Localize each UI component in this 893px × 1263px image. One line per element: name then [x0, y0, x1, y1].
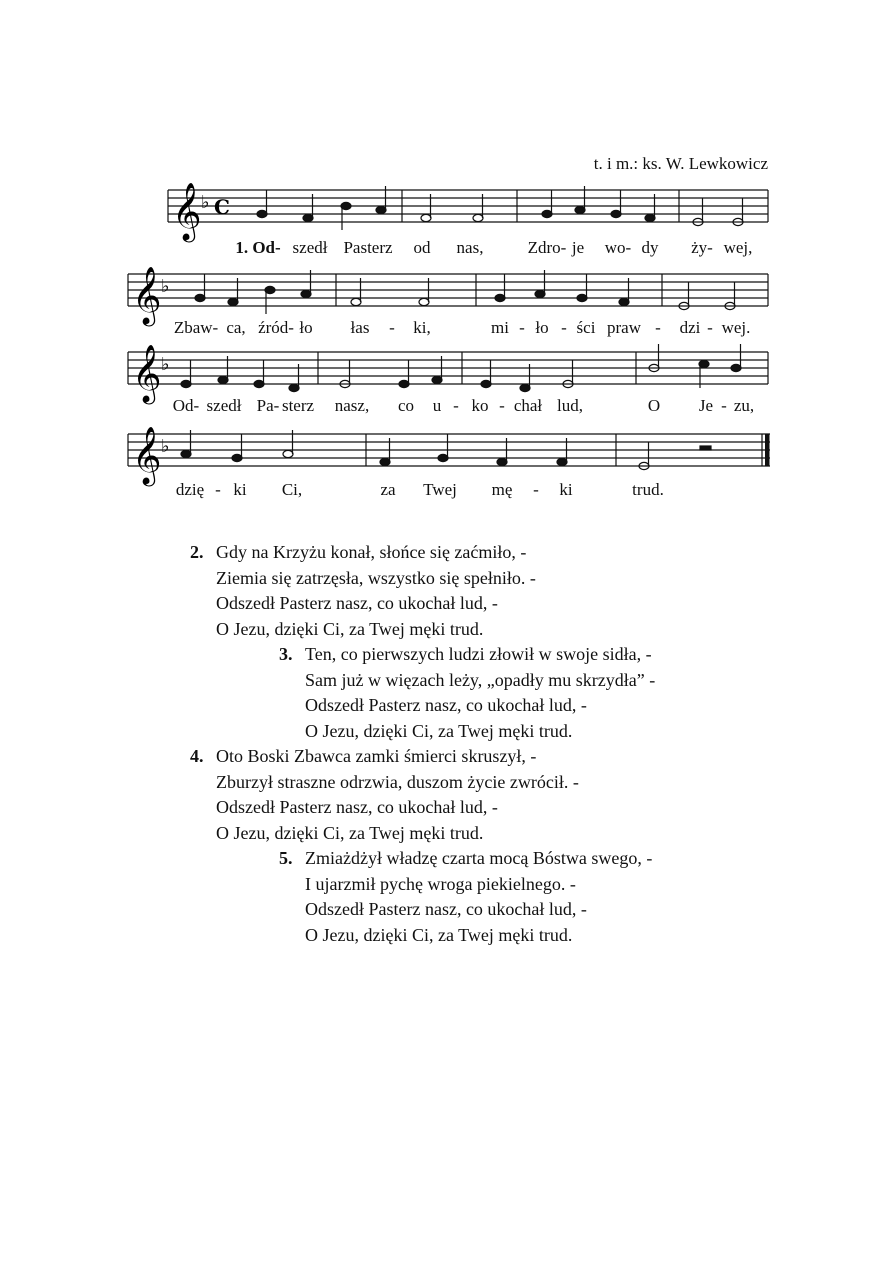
stanza-line: O Jezu, dzięki Ci, za Twej męki trud. — [305, 720, 573, 741]
stanza-line: Oto Boski Zbawca zamki śmierci skruszył, - — [216, 746, 537, 766]
lyric-syllable: Zdro- — [527, 238, 567, 257]
lyric-syllable: szedł — [292, 238, 328, 257]
stanza-number: 5. — [279, 848, 293, 868]
lyric-syllable: ło — [299, 318, 313, 337]
stanza-line: I ujarzmił pychę wroga piekielnego. - — [305, 873, 576, 894]
lyric-syllable: nasz, — [334, 396, 370, 415]
lyric-syllable: dzię — [175, 480, 205, 499]
flat-icon: ♭ — [161, 436, 170, 457]
lyric-syllable: ko — [471, 396, 489, 415]
lyric-syllable: od — [413, 238, 431, 257]
lyric-syllable: ści — [576, 318, 596, 337]
lyric-syllable: trud. — [632, 480, 664, 499]
lyric-syllable: nas, — [456, 238, 484, 257]
lyric-syllable: wo- — [604, 238, 632, 257]
lyric-syllable: ki — [233, 480, 247, 499]
treble-clef-icon: 𝄞 — [132, 266, 162, 324]
lyric-syllable: - — [519, 318, 525, 337]
common-time-icon: C — [214, 195, 230, 219]
composer-credit: t. i m.: ks. W. Lewkowicz — [593, 154, 768, 173]
stanza-number: 3. — [279, 644, 293, 664]
lyric-syllable: lud, — [557, 396, 583, 415]
lyric-syllable: je — [571, 238, 585, 257]
lyric-syllable: ki, — [413, 318, 431, 337]
stanza-2 — [190, 540, 536, 642]
lyric-syllable: sterz — [281, 396, 315, 415]
stanza-line: Ten, co pierwszych ludzi złowił w swoje sidła, - — [305, 644, 652, 664]
lyric-syllable: Pasterz — [343, 238, 393, 257]
lyric-syllable: chał — [513, 396, 543, 415]
stanza-line: Gdy na Krzyżu konał, słońce się zaćmiło, - — [216, 542, 527, 562]
staff-4 — [0, 0, 893, 520]
lyric-syllable: u — [432, 396, 442, 415]
lyric-syllable: ca, — [226, 318, 246, 337]
stanza-line: Odszedł Pasterz nasz, co ukochał lud, - — [216, 797, 498, 817]
lyric-syllable: co — [397, 396, 415, 415]
stanza-line: Ziemia się zatrzęsła, wszystko się spełniło. - — [216, 567, 536, 588]
flat-icon: ♭ — [161, 354, 170, 375]
lyric-syllable: - — [499, 396, 505, 415]
stanza-number: 2. — [190, 542, 204, 562]
flat-icon: ♭ — [201, 192, 210, 213]
lyric-syllable: zu, — [733, 396, 755, 415]
stanza-4 — [190, 744, 579, 846]
lyric-syllable: wej, — [723, 238, 753, 257]
stanza-number: 4. — [190, 746, 204, 766]
stanza-5 — [279, 846, 652, 948]
lyric-syllable: - — [655, 318, 661, 337]
flat-icon: ♭ — [161, 276, 170, 297]
stanza-3 — [279, 642, 655, 744]
stanza-line: Zburzył straszne odrzwia, duszom życie zwrócił. - — [216, 771, 579, 792]
lyric-syllable: - — [453, 396, 459, 415]
lyric-syllable: za — [380, 480, 396, 499]
lyric-syllable: mę — [491, 480, 513, 499]
final-barline — [765, 434, 770, 466]
stanza-line: Odszedł Pasterz nasz, co ukochał lud, - — [216, 593, 498, 613]
lyric-syllable: Zbaw- — [173, 318, 219, 337]
lyric-syllable: 1. Od- — [235, 238, 281, 257]
treble-clef-icon: 𝄞 — [132, 426, 162, 484]
lyric-syllable: łas — [350, 318, 370, 337]
stanza-line: O Jezu, dzięki Ci, za Twej męki trud. — [305, 924, 573, 945]
lyric-syllable: - — [561, 318, 567, 337]
lyric-syllable: Ci, — [281, 480, 303, 499]
lyric-syllable: Od- — [172, 396, 200, 415]
lyric-syllable: ży- — [691, 238, 713, 257]
lyric-syllable: Pa- — [256, 396, 280, 415]
lyric-syllable: mi — [491, 318, 509, 337]
lyric-syllable: - — [707, 318, 713, 337]
lyric-syllable: źród- — [258, 318, 294, 337]
stanza-line: O Jezu, dzięki Ci, za Twej męki trud. — [216, 822, 484, 843]
lyric-syllable: dzi — [679, 318, 701, 337]
half-rest-icon — [700, 446, 711, 450]
stanza-line: O Jezu, dzięki Ci, za Twej męki trud. — [216, 618, 484, 639]
treble-clef-icon: 𝄞 — [132, 344, 162, 402]
lyric-syllable: O — [647, 396, 661, 415]
stanza-line: Odszedł Pasterz nasz, co ukochał lud, - — [305, 899, 587, 919]
lyric-syllable: - — [389, 318, 395, 337]
lyric-syllable: - — [533, 480, 539, 499]
lyric-syllable: - — [721, 396, 727, 415]
music-system-4 — [0, 0, 893, 520]
lyric-syllable: Je — [698, 396, 714, 415]
lyric-syllable: dy — [641, 238, 659, 257]
lyric-syllable: ki — [559, 480, 573, 499]
lyric-syllable: szedł — [206, 396, 242, 415]
lyric-syllable: - — [215, 480, 221, 499]
stanza-line: Zmiażdżył władzę czarta mocą Bóstwa swego, - — [305, 848, 653, 868]
treble-clef-icon: 𝄞 — [172, 182, 202, 240]
lyric-syllable: praw — [607, 318, 641, 337]
stanza-line: Sam już w więzach leży, „opadły mu skrzydła” - — [305, 669, 656, 690]
lyric-syllable: Twej — [423, 480, 457, 499]
lyric-syllable: wej. — [721, 318, 751, 337]
stanza-line: Odszedł Pasterz nasz, co ukochał lud, - — [305, 695, 587, 715]
lyric-syllable: ło — [535, 318, 549, 337]
